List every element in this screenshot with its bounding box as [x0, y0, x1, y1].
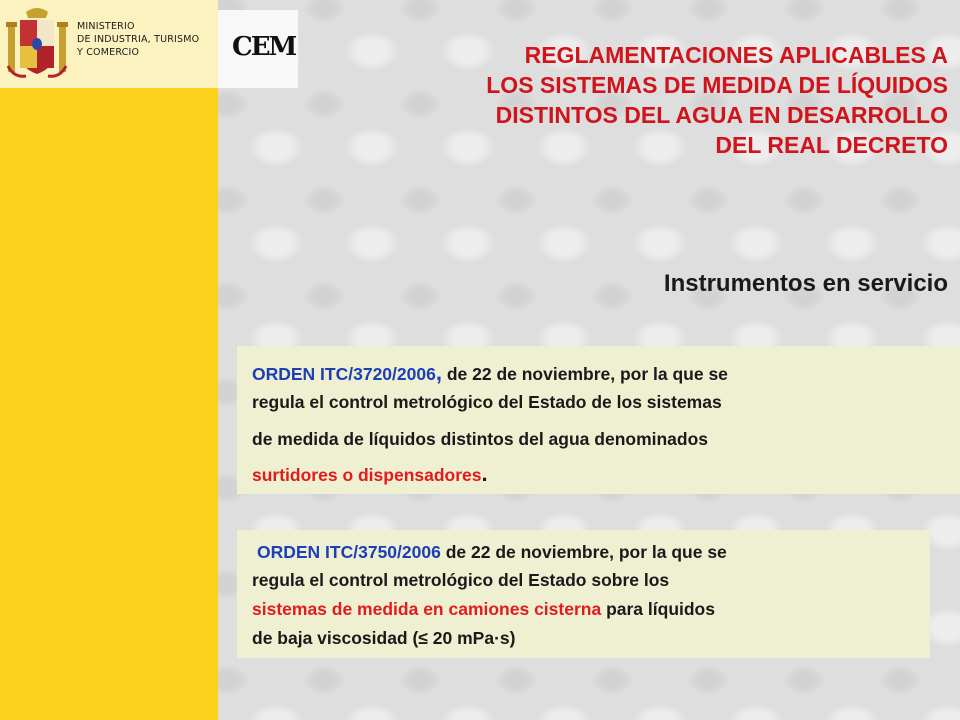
slide-title	[328, 40, 948, 160]
order-line: regula el control metrológico del Estado de los sistemas	[252, 392, 722, 412]
order-item	[237, 346, 960, 494]
ministry-line: MINISTERIO	[77, 21, 135, 32]
order-highlight: surtidores o dispensadores	[252, 465, 482, 485]
order-line	[257, 542, 727, 563]
title-line: REGLAMENTACIONES APLICABLES A	[524, 42, 948, 68]
title-line: LOS SISTEMAS DE MEDIDA DE LÍQUIDOS	[486, 72, 948, 98]
cem-logo	[218, 10, 298, 88]
ministry-name	[77, 20, 199, 59]
section-subtitle: Instrumentos en servicio	[663, 270, 948, 297]
order-code: ORDEN ITC/3750/2006	[257, 542, 441, 562]
order-line	[252, 360, 728, 386]
order-line: de baja viscosidad (≤ 20 mPa·s)	[252, 628, 516, 648]
order-highlight: sistemas de medida en camiones cisterna	[252, 599, 602, 619]
coat-of-arms-icon	[6, 4, 68, 84]
order-text: de 22 de noviembre, por la que se	[446, 364, 728, 384]
ministry-header	[0, 0, 218, 88]
order-text: para líquidos	[606, 599, 715, 619]
title-line: DISTINTOS DEL AGUA EN DESARROLLO	[495, 102, 948, 128]
ministry-line: Y COMERCIO	[77, 47, 140, 58]
order-line	[252, 461, 488, 487]
order-line: de medida de líquidos distintos del agua denominados	[252, 429, 709, 449]
ministry-line: DE INDUSTRIA, TURISMO	[77, 34, 200, 45]
order-comma: ,	[435, 360, 442, 385]
order-code: ORDEN ITC/3720/2006	[252, 364, 436, 384]
order-period: .	[481, 461, 488, 486]
order-line	[252, 599, 715, 620]
title-line: DEL REAL DECRETO	[715, 132, 948, 158]
cem-logo-text: CEM	[232, 32, 296, 62]
order-text: de 22 de noviembre, por la que se	[445, 542, 727, 562]
sidebar-yellow	[0, 0, 218, 720]
order-item	[237, 530, 930, 658]
order-line: regula el control metrológico del Estado sobre los	[252, 570, 670, 590]
